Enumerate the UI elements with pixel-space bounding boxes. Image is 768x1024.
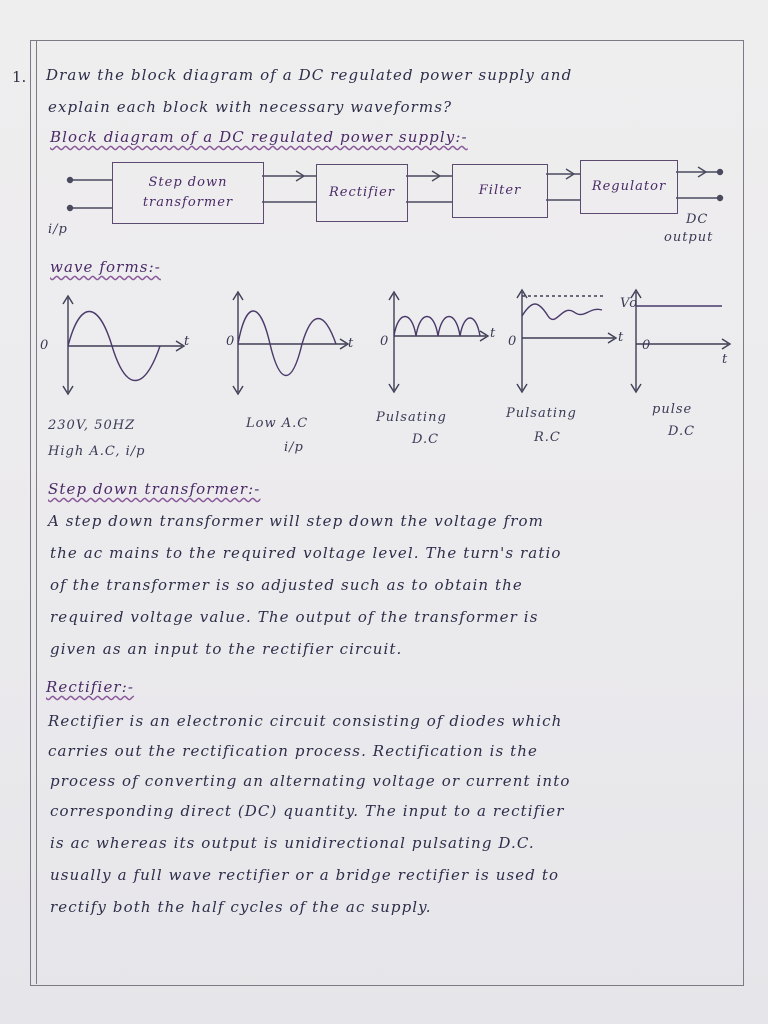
transformer-line-1: A step down transformer will step down the voltage from <box>48 512 544 530</box>
rectifier-line-4: corresponding direct (DC) quantity. The input to a rectifier <box>50 802 565 820</box>
rectifier-line-2: carries out the rectification process. Rectification is the <box>48 742 539 760</box>
caption-3-line2: D.C <box>412 432 440 447</box>
caption-1-line2: High A.C, i/p <box>48 444 146 459</box>
rectifier-line-6: usually a full wave rectifier or a bridge rectifier is used to <box>50 866 560 884</box>
block-rectifier: Rectifier <box>316 164 408 222</box>
rectifier-heading <box>46 678 134 696</box>
dc-output-label-1: DC <box>686 212 709 227</box>
caption-5-line1: pulse <box>652 402 693 417</box>
rectifier-line-5: is ac whereas its output is unidirectional pulsating D.C. <box>50 834 535 852</box>
rectifier-line-7: rectify both the half cycles of the ac supply. <box>50 898 432 916</box>
wave5-origin: 0 <box>642 338 652 353</box>
wave3-time: t <box>490 326 497 341</box>
transformer-heading-text: Step down transformer:- <box>48 480 261 498</box>
wave4-time: t <box>618 330 625 345</box>
transformer-line-2: the ac mains to the required voltage level. The turn's ratio <box>50 544 562 562</box>
caption-4-line2: R.C <box>534 430 561 445</box>
input-label: i/p <box>48 222 68 237</box>
caption-1-line1: 230V, 50HZ <box>48 418 136 433</box>
dc-output-label-2: output <box>664 230 714 245</box>
block-diagram-heading-text: Block diagram of a DC regulated power supply:- <box>50 128 468 146</box>
transformer-line-3: of the transformer is so adjusted such as to obtain the <box>50 576 523 594</box>
caption-5-line2: D.C <box>668 424 696 439</box>
transformer-heading <box>48 480 260 498</box>
caption-4-line1: Pulsating <box>506 406 577 421</box>
rectifier-line-1: Rectifier is an electronic circuit consisting of diodes which <box>48 712 563 730</box>
wave3-origin: 0 <box>380 334 390 349</box>
transformer-line-4: required voltage value. The output of the transformer is <box>50 608 539 626</box>
wave2-time: t <box>348 336 355 351</box>
wave2-origin: 0 <box>226 334 236 349</box>
block-regulator: Regulator <box>580 160 678 214</box>
waveforms-heading-text: wave forms:- <box>50 258 161 276</box>
wave1-origin: 0 <box>40 338 50 353</box>
caption-2-line2: i/p <box>284 440 304 455</box>
caption-2-line1: Low A.C <box>246 416 309 431</box>
caption-3-line1: Pulsating <box>376 410 447 425</box>
question-line-1: Draw the block diagram of a DC regulated power supply and <box>46 66 573 84</box>
wave5-vo: Vo <box>620 296 639 311</box>
wave5-time: t <box>722 352 729 367</box>
rectifier-heading-text: Rectifier:- <box>46 678 135 696</box>
rectifier-line-3: process of converting an alternating voltage or current into <box>50 772 571 790</box>
question-number: 1. <box>12 68 27 86</box>
block-filter: Filter <box>452 164 548 218</box>
transformer-line-5: given as an input to the rectifier circuit. <box>50 640 403 658</box>
wave4-origin: 0 <box>508 334 518 349</box>
wave1-time: t <box>184 334 191 349</box>
block-step-down-transformer: Step down transformer <box>112 162 264 224</box>
question-line-2: explain each block with necessary waveforms? <box>48 98 453 116</box>
